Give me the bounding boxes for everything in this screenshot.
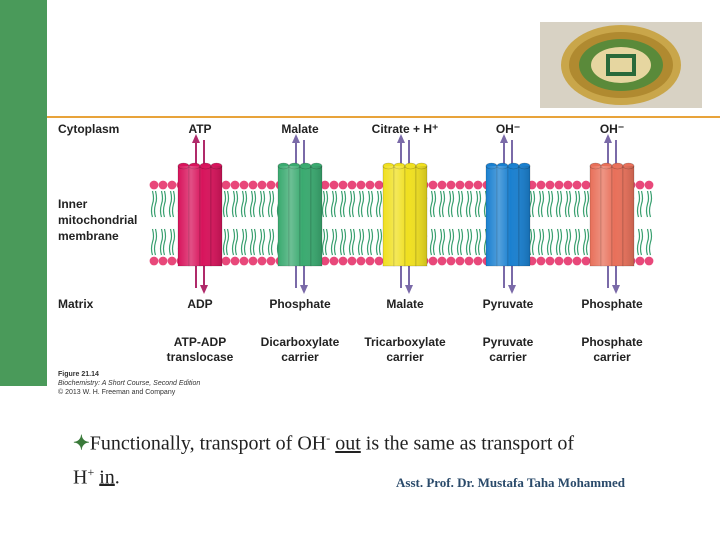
lipid-tail [344,229,346,255]
top-label-oh-1: OH⁻ [495,122,521,136]
lipid-tail [560,229,562,255]
lipid-head [564,257,573,266]
lipid-tail [224,229,226,255]
lipid-head [636,181,645,190]
lipid-tail [449,229,451,255]
figure-caption [58,370,200,397]
lipid-tail [542,191,544,217]
lipid-tail [641,191,643,217]
lipid-tail [254,191,256,217]
lipid-tail [164,229,166,255]
lipid-head [159,181,168,190]
lipid-tail [476,229,478,255]
lipid-tail [242,191,244,217]
lipid-head [429,181,438,190]
lipid-tail [152,191,154,217]
lipid-tail [260,229,262,255]
lipid-tail [377,229,379,255]
lipid-tail [323,229,325,255]
lipid-tail [245,229,247,255]
bullet-period: . [114,466,120,489]
lipid-tail [569,191,571,217]
carrier-protein [486,134,530,294]
lipid-head [438,181,447,190]
top-label-citrate: Citrate + H⁺ [371,122,439,136]
lipid-head [258,181,267,190]
carrier-name-atp-adp [167,335,234,365]
lipid-tail [380,191,382,217]
lipid-tail [452,229,454,255]
lipid-tail [269,229,271,255]
lipid-tail [359,229,361,255]
lipid-tail [434,229,436,255]
lipid-tail [650,191,652,217]
lipid-head [582,257,591,266]
lipid-tail [227,229,229,255]
lipid-tail [272,229,274,255]
lipid-tail [587,191,589,217]
lipid-head [447,257,456,266]
lipid-tail [335,191,337,217]
lipid-tail [254,229,256,255]
lipid-tail [236,191,238,217]
lipid-tail [638,191,640,217]
lipid-tail [368,191,370,217]
lipid-tail [332,229,334,255]
lipid-head [564,181,573,190]
lipid-head [636,257,645,266]
lipid-tail [467,229,469,255]
author-credit: Asst. Prof. Dr. Mustafa Taha Mohammed [396,475,625,490]
lipid-tail [233,191,235,217]
lipid-head [474,257,483,266]
lipid-tail [440,229,442,255]
lipid-tail [236,229,238,255]
lipid-tail [434,191,436,217]
carrier-highlight [486,166,530,266]
bottom-label-pyruvate: Pyruvate [482,297,534,311]
lipid-tail [233,229,235,255]
lipid-head [231,257,240,266]
lipid-tail [344,191,346,217]
underlined-in: in [99,466,115,489]
lipid-tail [272,191,274,217]
lipid-tail [569,229,571,255]
figure-copyright: © 2013 W. H. Freeman and Company [58,389,176,396]
lipid-tail [161,191,163,217]
lipid-tail [263,191,265,217]
arrowhead [508,285,516,294]
lipid-tail [353,229,355,255]
lipid-tail [470,191,472,217]
lipid-tail [539,191,541,217]
lipid-head [645,257,654,266]
lipid-tail [548,229,550,255]
lipid-tail [638,229,640,255]
lipid-tail [641,229,643,255]
lipid-tail [431,229,433,255]
membrane-label-line: mitochondrial [58,213,138,227]
lipid-head [330,257,339,266]
lipid-head [645,181,654,190]
carrier-protein [278,134,322,294]
matrix-label: Matrix [58,297,94,311]
lipid-tail [476,191,478,217]
lipid-head [150,257,159,266]
lipid-tail [323,191,325,217]
lipid-tail [575,229,577,255]
lipid-head [537,257,546,266]
lipid-tail [470,229,472,255]
figure-source [58,379,200,388]
lipid-tail [173,191,175,217]
lipid-tail [557,191,559,217]
lipid-head [573,181,582,190]
membrane-label-line: Inner [58,197,88,211]
lipid-tail [542,229,544,255]
carrier-protein [590,134,634,294]
carrier-name-line: Pyruvate [482,335,534,349]
lipid-head [546,257,555,266]
carrier-highlight [383,166,427,266]
lipid-tail [155,191,157,217]
lipid-tail [578,191,580,217]
lipid-tail [164,191,166,217]
lipid-head [330,181,339,190]
lipid-head [222,181,231,190]
lipid-head [348,257,357,266]
arrowhead [612,285,620,294]
bottom-label-phosphate: Phosphate [269,297,331,311]
lipid-tail [566,229,568,255]
lipid-tail [560,191,562,217]
bullet-text-part: Functionally, transport of OH [89,432,327,455]
lipid-head [267,257,276,266]
lipid-tail [584,191,586,217]
lipid-tail [443,191,445,217]
lipid-head [339,257,348,266]
lipid-tail [353,191,355,217]
lipid-tail [269,191,271,217]
carrier-name-line: Dicarboxylate [260,335,340,349]
lipid-tail [479,191,481,217]
carrier-name-line: carrier [386,350,424,364]
top-label-oh-2: OH⁻ [599,122,625,136]
lipid-head [555,181,564,190]
lipid-tail [362,191,364,217]
university-emblem [540,22,702,108]
lipid-tail [170,229,172,255]
lipid-head [582,181,591,190]
lipid-tail [173,229,175,255]
carrier-protein [383,134,427,294]
lipid-tail [263,229,265,255]
carrier-name-dicarboxylate [261,335,340,365]
carrier-name-tricarboxylate [364,335,445,365]
lipid-tail [251,191,253,217]
carrier-highlight [278,166,322,266]
lipid-tail [584,229,586,255]
lipid-tail [431,191,433,217]
figure-number: Figure 21.14 [58,371,99,378]
lipid-tail [224,191,226,217]
carrier-name-line: Tricarboxylate [364,335,446,349]
lipid-head [465,181,474,190]
lipid-head [150,181,159,190]
lipid-head [546,181,555,190]
lipid-tail [467,191,469,217]
lipid-head [339,181,348,190]
lipid-tail [242,229,244,255]
carrier-highlight [178,166,222,266]
lipid-head [159,257,168,266]
lipid-head [249,181,258,190]
lipid-tail [551,191,553,217]
plus-icon: ✦ [73,432,90,455]
lipid-head [438,257,447,266]
mitochondrial-transporters-figure [50,118,720,403]
lipid-head [222,257,231,266]
lipid-tail [551,229,553,255]
lipid-tail [443,229,445,255]
lipid-tail [647,191,649,217]
arrowhead [405,285,413,294]
bottom-label-adp: ADP [187,297,213,311]
membrane-label [58,196,137,244]
lipid-tail [152,229,154,255]
lipid-tail [326,229,328,255]
lipid-head [456,181,465,190]
membrane-label-line: membrane [58,229,119,243]
lipid-tail [170,191,172,217]
lipid-tail [533,229,535,255]
lipid-tail [341,229,343,255]
lipid-tail [539,229,541,255]
lipid-tail [260,191,262,217]
superscript-minus: - [326,431,331,445]
lipid-tail [359,191,361,217]
lipid-tail [371,191,373,217]
lipid-tail [440,191,442,217]
lipid-tail [452,191,454,217]
lipid-head [240,257,249,266]
carrier-name-line: Phosphate [581,335,643,349]
lipid-head [474,181,483,190]
lipid-tail [335,229,337,255]
lipid-head [429,257,438,266]
lipid-tail [533,191,535,217]
lipid-tail [458,191,460,217]
lipid-head [366,257,375,266]
lipid-tail [548,191,550,217]
lipid-head [249,257,258,266]
carrier-name-line: carrier [281,350,319,364]
lipid-head [240,181,249,190]
book-title: Biochemistry: A Short Course, Second Edition [58,380,201,387]
lipid-head [456,257,465,266]
lipid-head [447,181,456,190]
lipid-head [231,181,240,190]
lipid-head [465,257,474,266]
lipid-tail [341,191,343,217]
carrier-name-pyruvate [483,335,534,365]
lipid-tail [227,191,229,217]
lipid-tail [251,229,253,255]
arrowhead [200,285,208,294]
carrier-protein [178,134,222,294]
lipid-head [267,181,276,190]
lipid-tail [161,229,163,255]
cytoplasm-label: Cytoplasm [58,122,120,136]
lipid-tail [377,191,379,217]
lipid-tail [371,229,373,255]
lipid-head [573,257,582,266]
arrowhead [300,285,308,294]
lipid-tail [587,229,589,255]
lipid-tail [380,229,382,255]
lipid-head [348,181,357,190]
lipid-tail [650,229,652,255]
lipid-tail [557,229,559,255]
lipid-head [258,257,267,266]
lipid-tail [458,229,460,255]
carrier-name-phosphate [581,335,642,365]
lipid-head [375,181,384,190]
lipid-tail [575,191,577,217]
carrier-name-line: translocase [166,350,234,364]
lipid-tail [578,229,580,255]
left-accent-bar [0,0,47,386]
superscript-plus: + [87,464,95,479]
lipid-head [168,257,177,266]
lipid-head [555,257,564,266]
top-label-malate: Malate [281,122,319,136]
lipid-head [357,181,366,190]
lipid-head [366,181,375,190]
lipid-head [375,257,384,266]
lipid-tail [566,191,568,217]
carrier-name-line: carrier [593,350,631,364]
lipid-tail [368,229,370,255]
lipid-head [357,257,366,266]
bottom-label-malate: Malate [386,297,424,311]
underlined-out: out [335,432,361,455]
lipid-tail [461,229,463,255]
lipid-head [168,181,177,190]
lipid-head [537,181,546,190]
lipid-tail [479,229,481,255]
bottom-label-phosphate-2: Phosphate [581,297,643,311]
lipid-tail [350,191,352,217]
carrier-name-line: carrier [489,350,527,364]
lipid-tail [350,229,352,255]
lipid-tail [332,191,334,217]
lipid-tail [155,229,157,255]
lipid-tail [245,191,247,217]
lipid-tail [326,191,328,217]
bullet-text-part: is the same as transport of H [73,432,575,489]
carrier-name-line: ATP-ADP [173,335,227,349]
lipid-tail [449,191,451,217]
lipid-tail [647,229,649,255]
lipid-tail [461,191,463,217]
top-label-atp: ATP [188,122,212,136]
lipid-tail [362,229,364,255]
carrier-highlight [590,166,634,266]
